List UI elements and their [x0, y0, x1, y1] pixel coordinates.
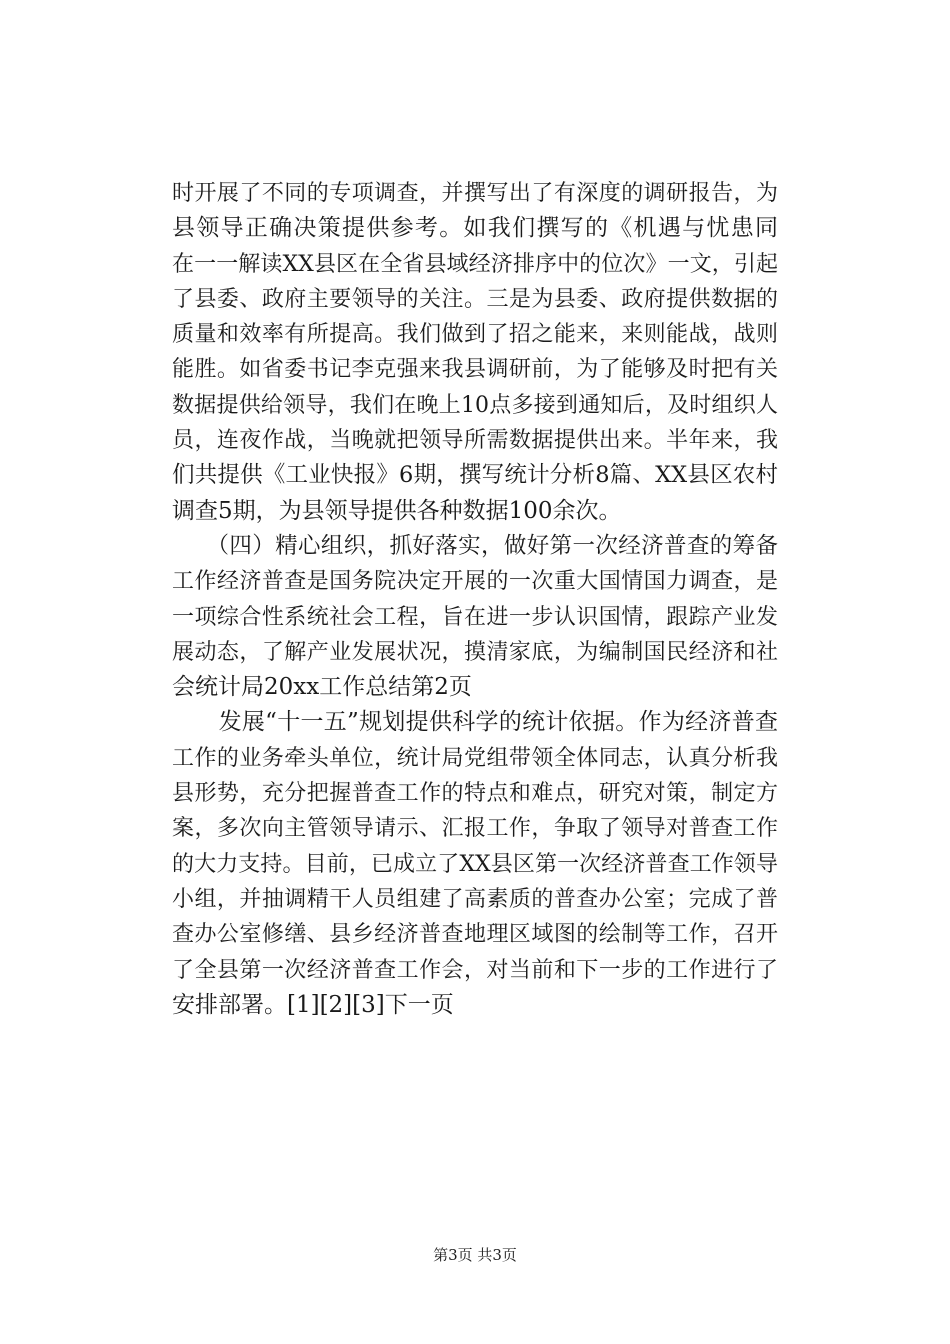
text-line: 在一一解读XX县区在全省县域经济排序中的位次》一文，引起 [172, 251, 778, 277]
text-line: 的大力支持。目前，已成立了XX县区第一次经济普查工作领导 [172, 851, 778, 877]
text-line: 发展“十一五”规划提供科学的统计依据。作为经济普查 [172, 709, 778, 736]
text-line: 调查5期，为县领导提供各种数据100余次。 [172, 497, 622, 524]
text-line: 一项综合性系统社会工程，旨在进一步认识国情，跟踪产业发 [172, 604, 778, 630]
text-line: 小组，并抽调精干人员组建了高素质的普查办公室；完成了普 [172, 886, 778, 912]
text-line: 们共提供《工业快报》6期，撰写统计分析8篇、XX县区农村 [172, 462, 778, 489]
text-line: 数据提供给领导，我们在晚上10点多接到通知后，及时组织人 [172, 392, 778, 418]
text-line: 员，连夜作战，当晚就把领导所需数据提供出来。半年来，我 [172, 428, 778, 454]
document-body [172, 176, 778, 1023]
text-line: 质量和效率有所提高。我们做到了招之能来，来则能战，战则 [172, 322, 778, 348]
text-line: 了县委、政府主要领导的关注。三是为县委、政府提供数据的 [172, 286, 778, 312]
text-line: 工作经济普查是国务院决定开展的一次重大国情国力调查，是 [172, 569, 778, 595]
page-footer: 第3页 共3页 [433, 1246, 517, 1264]
text-line: （四）精心组织，抓好落实，做好第一次经济普查的筹备 [172, 532, 778, 559]
text-line: 了全县第一次经济普查工作会，对当前和下一步的工作进行了 [172, 957, 778, 983]
text-line: 县形势，充分把握普查工作的特点和难点，研究对策，制定方 [172, 781, 778, 807]
text-line: 案，多次向主管领导请示、汇报工作，争取了领导对普查工作 [172, 816, 778, 842]
text-line: 查办公室修缮、县乡经济普查地理区域图的绘制等工作，召开 [172, 922, 778, 948]
text-line: 安排部署。[1][2][3]下一页 [172, 991, 454, 1018]
text-line: 能胜。如省委书记李克强来我县调研前，为了能够及时把有关 [172, 357, 778, 383]
text-line: 展动态，了解产业发展状况，摸清家底，为编制国民经济和社 [172, 639, 778, 665]
text-line: 县领导正确决策提供参考。如我们撰写的《机遇与忧患同 [172, 215, 778, 242]
text-line: 时开展了不同的专项调查，并撰写出了有深度的调研报告，为 [172, 181, 778, 206]
text-line: 会统计局20xx工作总结第2页 [172, 674, 472, 701]
text-line: 工作的业务牵头单位，统计局党组带领全体同志，认真分析我 [172, 745, 778, 771]
